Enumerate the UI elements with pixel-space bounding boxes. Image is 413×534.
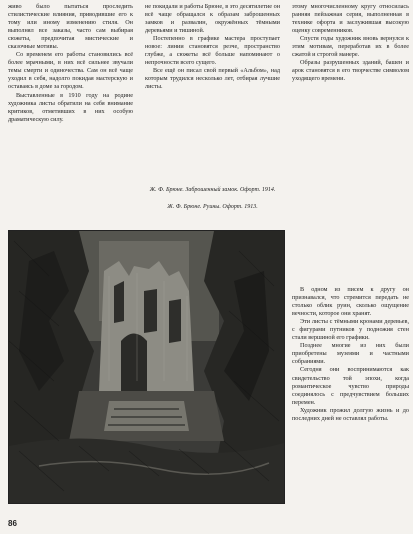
paragraph: Художник прожил долгую жизнь и до последних дней не оставлял работы. [292,406,409,422]
paragraph: не покидали и работы Брюне, в это десятилетие он всё чаще обращался к образам заброшенных замков и развалин, окружённых тёмными деревьями и тишиной. [145,3,280,35]
paragraph: Выставленные в 1910 году на родине художника листы обратили на себя внимание критиков, отметивших в них особую драматическую силу. [8,91,133,123]
text-column-2 [145,3,280,92]
page-number: 86 [8,519,17,528]
paragraph: Эти листы с тёмными кронами деревьев, с фигурами путников у подножия стен стали вершиной его графики. [292,318,409,342]
paragraph: Образы разрушенных зданий, башен и арок становятся в его творчестве символом уходящего времени. [292,59,409,83]
text-column-1 [8,3,133,124]
paragraph: Спустя годы художник вновь вернулся к этим мотивам, переработав их в более сжатой и строгой манере. [292,35,409,59]
paragraph: Сегодня они воспринимаются как свидетельство той эпохи, когда романтическое чувство природы соединялось с предчувствием больших перемен. [292,366,409,406]
text-column-3 [292,3,409,83]
paragraph: Позднее многие из них были приобретены музеями и частными собраниями. [292,342,409,366]
figure-caption: Ж. Ф. Брюне. Руины. Офорт. 1913. [167,204,258,210]
etching-illustration [8,230,285,504]
paragraph: Постепенно в графике мастера проступает новое: линии становятся резче, пространство глубже, а сюжеты всё больше напоминают о непрочности всего сущего. [145,35,280,67]
paragraph: Со временем его работы становились всё более мрачными, в них всё сильнее звучали темы смерти и одиночества. Сам он всё чаще уходил в себя, надолго покидая мастерскую и оставаясь в доме за городом. [8,51,133,91]
paragraph: Все ещё он писал свой первый «Альбом», над которым трудился несколько лет, отбирая лучшие листы. [145,67,280,91]
text-column-3-continued [292,286,409,423]
figure-caption: Ж. Ф. Брюне. Заброшенный замок. Офорт. 1914. [149,187,276,193]
paragraph: этому многочисленному кругу относилась ранняя пейзажная серия, выполненная в технике офорта и заслужившая высокую оценку современников. [292,3,409,35]
paragraph: В одном из писем к другу он признавался, что стремится передать не столько облик руин, сколько ощущение вечности, которое они хранят. [292,286,409,318]
ruins-etching-image [9,231,284,503]
paragraph: живо было пытаться проследить стилистические влияния, приводившие его к тому или иному изменению стиля. Он выполнял все заказы, часто сам выбирая сюжеты, предпочитая мистические и сказочные мотивы. [8,3,133,51]
